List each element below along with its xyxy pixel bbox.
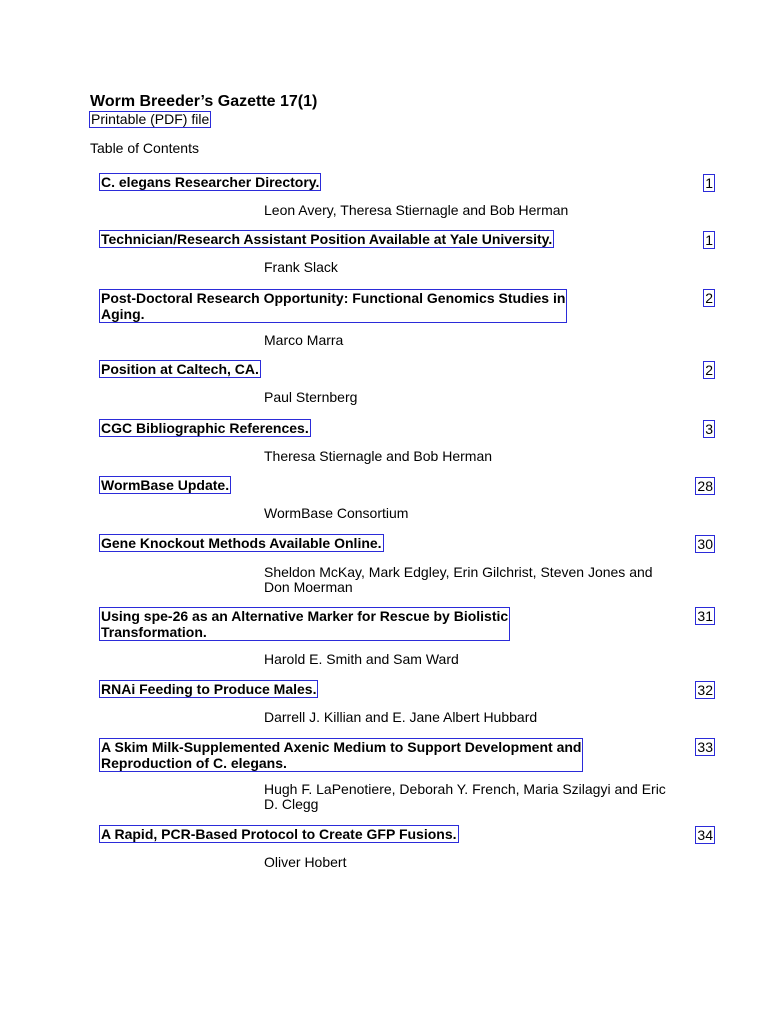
article-link[interactable]: A Rapid, PCR-Based Protocol to Create GFP Fusions. xyxy=(101,826,457,842)
page-number-link[interactable]: 3 xyxy=(705,421,713,437)
article-title-line: A Skim Milk-Supplemented Axenic Medium to Support Development and xyxy=(101,739,582,755)
page-number-link[interactable]: 33 xyxy=(697,739,713,755)
toc-entry-title xyxy=(99,607,510,641)
authors-line: D. Clegg xyxy=(264,796,319,812)
toc-entry-title xyxy=(99,477,231,493)
article-authors: Theresa Stiernagle and Bob Herman xyxy=(264,448,493,464)
article-authors xyxy=(264,782,714,812)
article-link[interactable]: Gene Knockout Methods Available Online. xyxy=(101,535,382,551)
article-authors: Frank Slack xyxy=(264,259,338,275)
article-title-line: Post-Doctoral Research Opportunity: Functional Genomics Studies in xyxy=(101,290,566,306)
page-number-link[interactable]: 28 xyxy=(697,478,713,494)
article-link[interactable]: WormBase Update. xyxy=(101,477,230,493)
article-link[interactable]: RNAi Feeding to Produce Males. xyxy=(101,681,317,697)
article-link[interactable]: C. elegans Researcher Directory. xyxy=(101,174,320,190)
toc-entry-title xyxy=(99,174,321,190)
page-number-link[interactable]: 34 xyxy=(697,827,713,843)
printable-pdf-link[interactable]: Printable (PDF) file xyxy=(91,111,210,127)
page-number-link[interactable]: 2 xyxy=(705,362,713,378)
page-number-link[interactable]: 1 xyxy=(705,175,713,191)
article-link[interactable] xyxy=(99,289,567,323)
article-authors xyxy=(264,565,714,595)
toc-entry-title xyxy=(99,535,384,551)
article-authors: Leon Avery, Theresa Stiernagle and Bob Herman xyxy=(264,202,569,218)
page-number-link[interactable]: 30 xyxy=(697,536,713,552)
authors-line: Don Moerman xyxy=(264,579,353,595)
toc-entry-title xyxy=(99,231,554,247)
toc-entry-title xyxy=(99,681,318,697)
article-link[interactable]: Position at Caltech, CA. xyxy=(101,361,259,377)
page-number-link[interactable]: 32 xyxy=(697,682,713,698)
authors-line: Hugh F. LaPenotiere, Deborah Y. French, Maria Szilagyi and Eric xyxy=(264,781,666,797)
article-authors: Harold E. Smith and Sam Ward xyxy=(264,651,459,667)
toc-entry-title xyxy=(99,361,261,377)
toc-entry-title xyxy=(99,420,311,436)
page-title: Worm Breeder’s Gazette 17(1) xyxy=(90,93,318,110)
article-link[interactable]: CGC Bibliographic References. xyxy=(101,420,309,436)
page-number-link[interactable]: 31 xyxy=(697,608,713,624)
authors-line: Sheldon McKay, Mark Edgley, Erin Gilchrist, Steven Jones and xyxy=(264,564,653,580)
article-authors: Darrell J. Killian and E. Jane Albert Hubbard xyxy=(264,709,538,725)
toc-entry-title xyxy=(99,826,459,842)
article-authors: WormBase Consortium xyxy=(264,505,409,521)
page-number-link[interactable]: 2 xyxy=(705,290,713,306)
page-number-link[interactable]: 1 xyxy=(705,232,713,248)
article-title-line: Transformation. xyxy=(101,624,207,640)
article-link[interactable] xyxy=(99,738,583,772)
article-link[interactable]: Technician/Research Assistant Position Available at Yale University. xyxy=(101,231,553,247)
article-authors: Paul Sternberg xyxy=(264,389,358,405)
article-link[interactable] xyxy=(99,607,510,641)
article-authors: Marco Marra xyxy=(264,332,344,348)
toc-heading: Table of Contents xyxy=(90,140,199,156)
article-title-line: Using spe-26 as an Alternative Marker for Rescue by Biolistic xyxy=(101,608,509,624)
article-title-line: Aging. xyxy=(101,306,145,322)
article-authors: Oliver Hobert xyxy=(264,854,347,870)
toc-entry-title xyxy=(99,738,583,772)
article-title-line: Reproduction of C. elegans. xyxy=(101,755,287,771)
toc-entry-title xyxy=(99,289,567,323)
